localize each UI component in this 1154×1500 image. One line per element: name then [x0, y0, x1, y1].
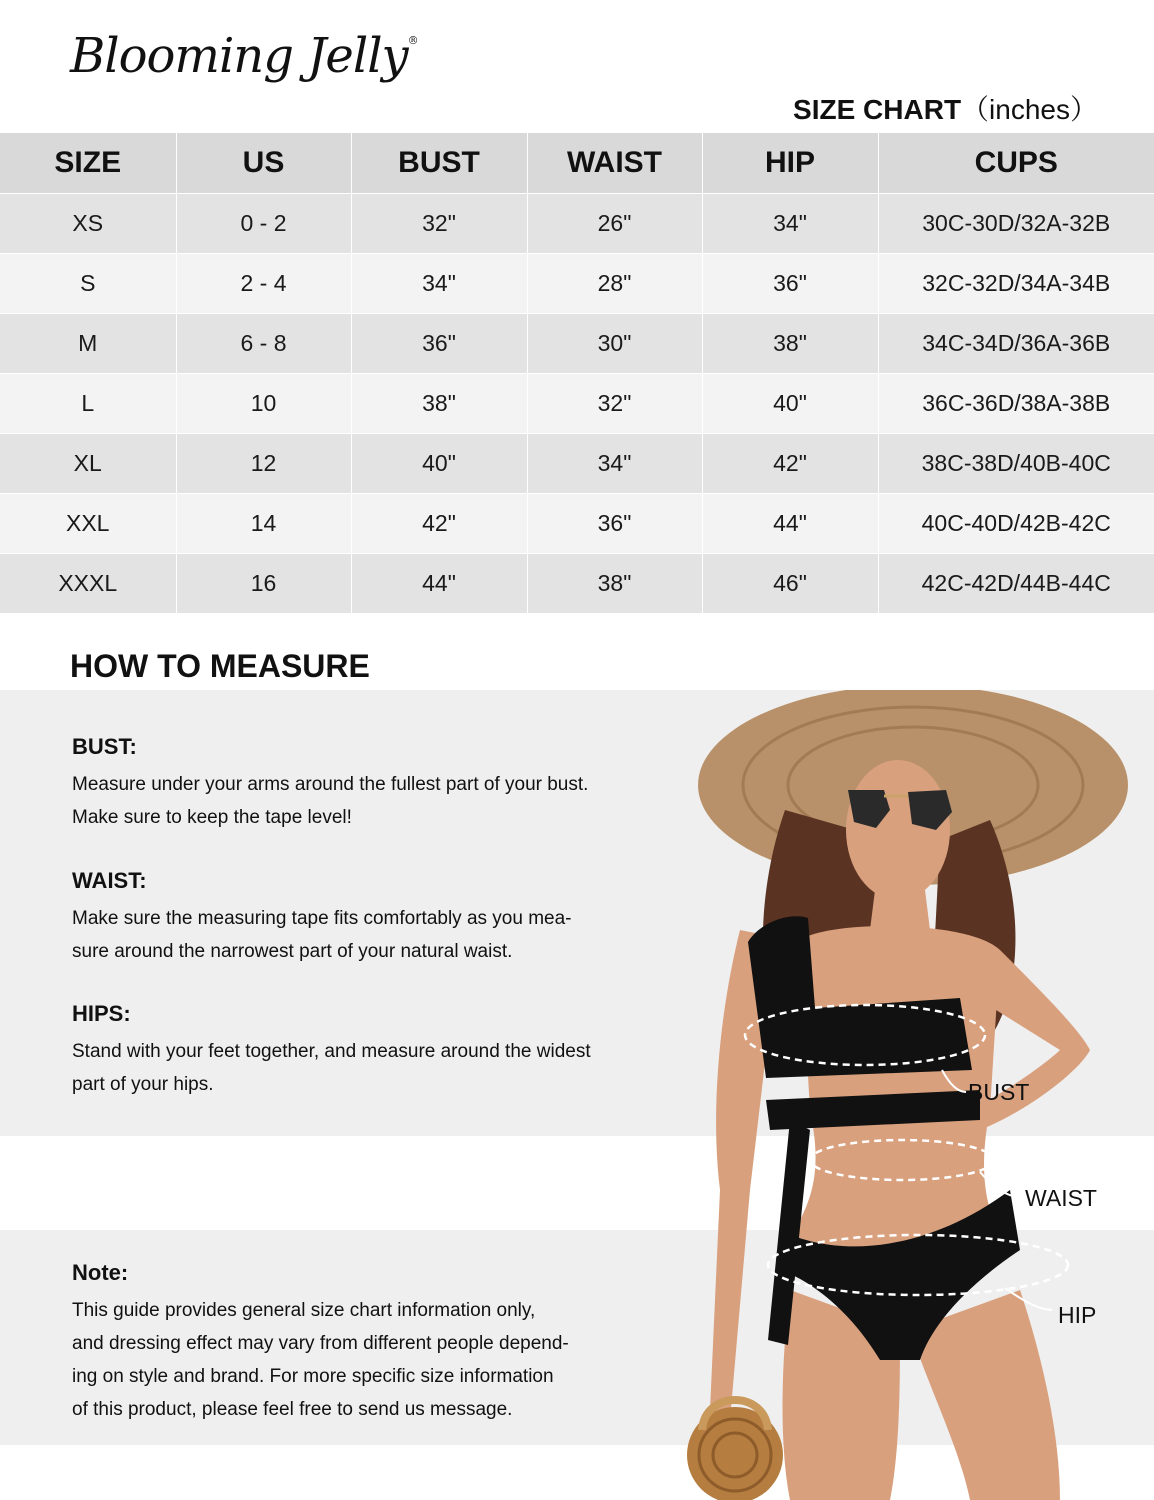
waist-text-line: Make sure the measuring tape fits comfortably as you mea-: [72, 908, 572, 929]
cell-hip: 40": [702, 373, 878, 433]
hips-text-line: part of your hips.: [72, 1074, 214, 1095]
table-row: [0, 553, 1154, 613]
woven-bag-icon: [687, 1400, 783, 1500]
cell-size: XXXL: [58, 569, 118, 596]
cell-waist: 32": [527, 373, 702, 433]
cell-us: 16: [176, 553, 351, 613]
table-row: [0, 433, 1154, 493]
size-table: [0, 133, 1154, 613]
bust-text-line: Measure under your arms around the fullest part of your bust.: [72, 774, 589, 795]
cell-us: 6 - 8: [176, 313, 351, 373]
table-row: [0, 373, 1154, 433]
size-chart-unit: （inches）: [961, 94, 1098, 125]
hip-label: HIP: [1058, 1302, 1097, 1328]
cell-bust: 38": [351, 373, 527, 433]
hips-instructions: [72, 1001, 662, 1101]
note-text-line: and dressing effect may vary from different people depend-: [72, 1333, 569, 1354]
cell-us: 14: [176, 493, 351, 553]
cell-us: 0 - 2: [176, 193, 351, 253]
cell-us: 2 - 4: [176, 253, 351, 313]
cell-size: M: [78, 329, 98, 356]
cell-hip: 38": [702, 313, 878, 373]
cell-hip: 46": [702, 553, 878, 613]
cell-cups: 34C-34D/36A-36B: [878, 313, 1154, 373]
cell-waist: 36": [527, 493, 702, 553]
note-text-line: ing on style and brand. For more specific size information: [72, 1366, 554, 1387]
cell-bust: 36": [351, 313, 527, 373]
cell-size: L: [81, 389, 95, 416]
waist-instructions: [72, 868, 662, 968]
cell-bust: 32": [351, 193, 527, 253]
cell-hip: 34": [702, 193, 878, 253]
note-text-line: This guide provides general size chart information only,: [72, 1300, 536, 1321]
cell-cups: 40C-40D/42B-42C: [878, 493, 1154, 553]
cell-hip: 42": [702, 433, 878, 493]
cell-waist: 26": [527, 193, 702, 253]
hips-heading: HIPS:: [72, 1001, 131, 1026]
cell-bust: 44": [351, 553, 527, 613]
waist-heading: WAIST:: [72, 868, 147, 893]
note-text-line: of this product, please feel free to send us message.: [72, 1399, 513, 1420]
waist-text-line: sure around the narrowest part of your natural waist.: [72, 941, 513, 962]
header-waist: WAIST: [527, 133, 702, 193]
table-row: [0, 493, 1154, 553]
cell-waist: 38": [527, 553, 702, 613]
header-cups: CUPS: [878, 133, 1154, 193]
cell-bust: 42": [351, 493, 527, 553]
header-us: US: [176, 133, 351, 193]
note-section: [72, 1260, 662, 1426]
bust-instructions: [72, 734, 662, 834]
bust-heading: BUST:: [72, 734, 137, 759]
table-row: [0, 313, 1154, 373]
header-bust: BUST: [351, 133, 527, 193]
note-heading: Note:: [72, 1260, 129, 1285]
cell-cups: 36C-36D/38A-38B: [878, 373, 1154, 433]
cell-size: S: [80, 269, 96, 296]
bust-label: BUST: [968, 1079, 1030, 1105]
header-hip: HIP: [702, 133, 878, 193]
cell-size: XS: [72, 209, 104, 236]
cell-us: 12: [176, 433, 351, 493]
cell-waist: 30": [527, 313, 702, 373]
cell-size: XXL: [66, 509, 110, 536]
cell-cups: 38C-38D/40B-40C: [878, 433, 1154, 493]
face: [846, 760, 950, 900]
cell-cups: 32C-32D/34A-34B: [878, 253, 1154, 313]
cell-bust: 34": [351, 253, 527, 313]
header-size: SIZE: [54, 145, 122, 179]
cell-hip: 36": [702, 253, 878, 313]
table-row: [0, 193, 1154, 253]
how-to-measure-title: HOW TO MEASURE: [70, 648, 370, 684]
cell-waist: 34": [527, 433, 702, 493]
model-photo: [680, 690, 1154, 1500]
hips-text-line: Stand with your feet together, and measure around the widest: [72, 1041, 591, 1062]
bust-text-line: Make sure to keep the tape level!: [72, 807, 352, 828]
cell-bust: 40": [351, 433, 527, 493]
table-header-row: [0, 133, 1154, 193]
brand-logo: Blooming Jelly®: [70, 28, 418, 84]
cell-cups: 42C-42D/44B-44C: [878, 553, 1154, 613]
waist-label: WAIST: [1025, 1185, 1097, 1211]
cell-waist: 28": [527, 253, 702, 313]
cell-hip: 44": [702, 493, 878, 553]
size-chart-heading: SIZE CHART: [793, 94, 962, 125]
size-chart-title: [793, 88, 1098, 128]
cell-us: 10: [176, 373, 351, 433]
cell-cups: 30C-30D/32A-32B: [878, 193, 1154, 253]
cell-size: XL: [73, 449, 102, 476]
table-row: [0, 253, 1154, 313]
